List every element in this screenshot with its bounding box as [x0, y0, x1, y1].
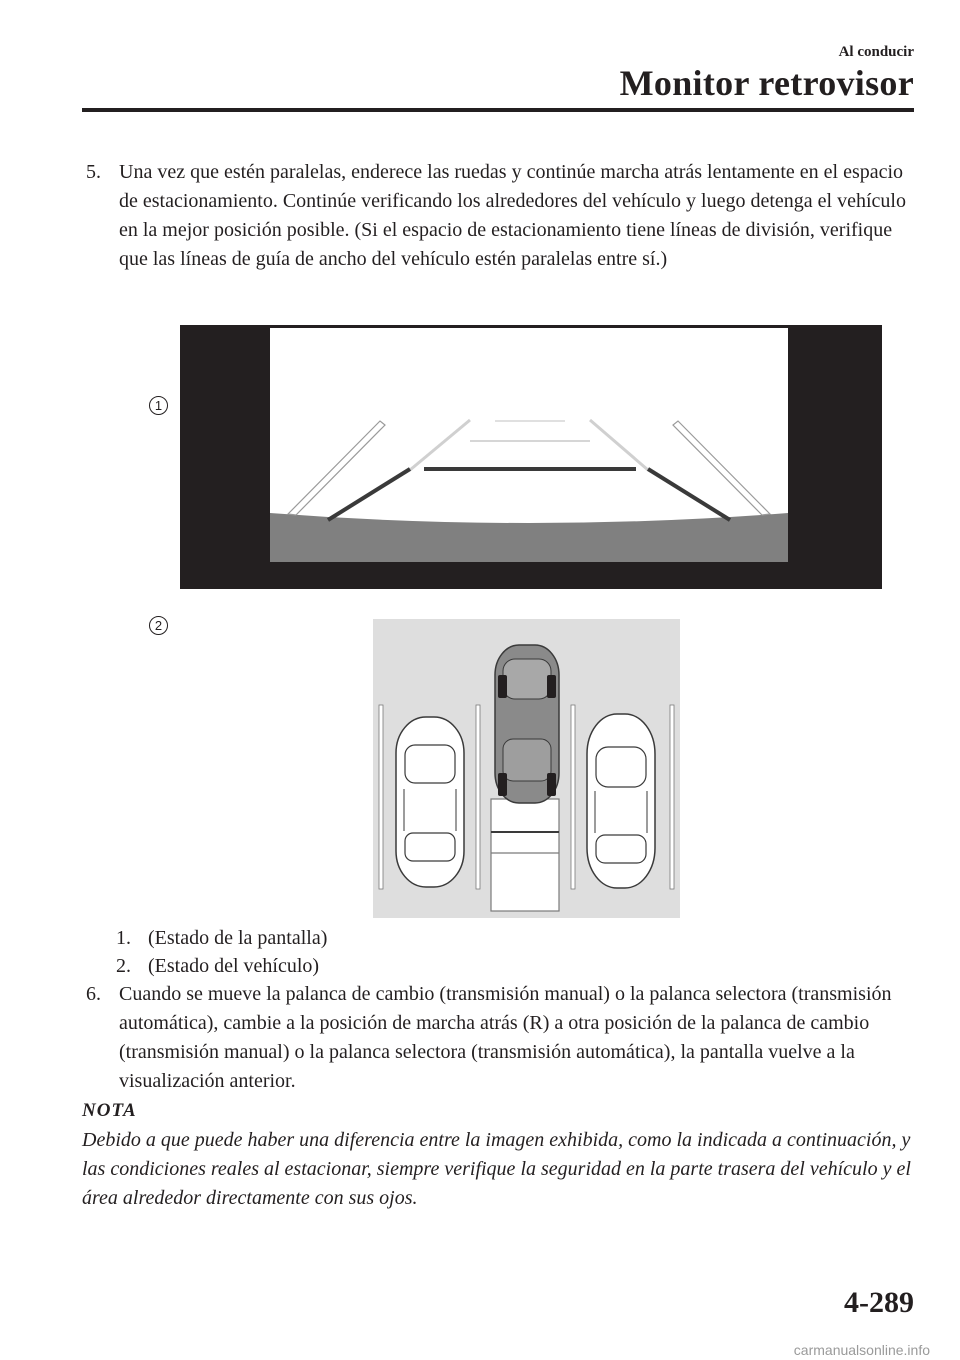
caption-1-text: (Estado de la pantalla) [148, 927, 328, 949]
watermark: carmanualsonline.info [793, 1342, 930, 1358]
rear-camera-screen-illustration [180, 325, 882, 589]
step-5-text: Una vez que estén paralelas, enderece las ruedas y continúe marcha atrás lentamente en el espacio de estacionamiento. Continúe verificando los alrededores del vehículo y luego detenga el vehículo en la mejor posición posible. (Si el espacio de estacionamiento tiene líneas de división, verifique que las líneas de guía de ancho del vehículo estén paralelas entre sí.) [119, 161, 906, 270]
note-heading: NOTA [82, 1100, 137, 1121]
caption-2-text: (Estado del vehículo) [148, 955, 320, 977]
note-text: Debido a que puede haber una diferencia entre la imagen exhibida, como la indicada a continuación, y las condiciones reales al estacionar, siempre verifique la seguridad en la parte trasera del vehículo y el área alrededor directamente con sus ojos. [82, 1129, 911, 1209]
header-rule [82, 108, 914, 112]
page-number: 4-289 [844, 1286, 914, 1319]
step-6-number: 6. [86, 983, 101, 1005]
step-5-number: 5. [86, 161, 101, 183]
figure-caption-1 [116, 924, 327, 952]
parking-situation-illustration [373, 619, 680, 918]
figure-caption-2 [116, 952, 319, 980]
figure-marker-2: 2 [149, 616, 168, 635]
page-title: Monitor retrovisor [619, 63, 914, 103]
section-name: Al conducir [838, 44, 914, 60]
caption-1-number: 1. [116, 927, 131, 949]
step-6 [86, 980, 920, 1096]
caption-2-number: 2. [116, 955, 131, 977]
step-5 [86, 158, 920, 274]
figure-marker-1: 1 [149, 396, 168, 415]
step-6-text: Cuando se mueve la palanca de cambio (transmisión manual) o la palanca selectora (transmisión automática), cambie a la posición de marcha atrás (R) a otra posición de la palanca de cambio (transmisión manual) o la palanca selectora (transmisión automática), la pantalla vuelve a la visualización anterior. [119, 983, 892, 1092]
